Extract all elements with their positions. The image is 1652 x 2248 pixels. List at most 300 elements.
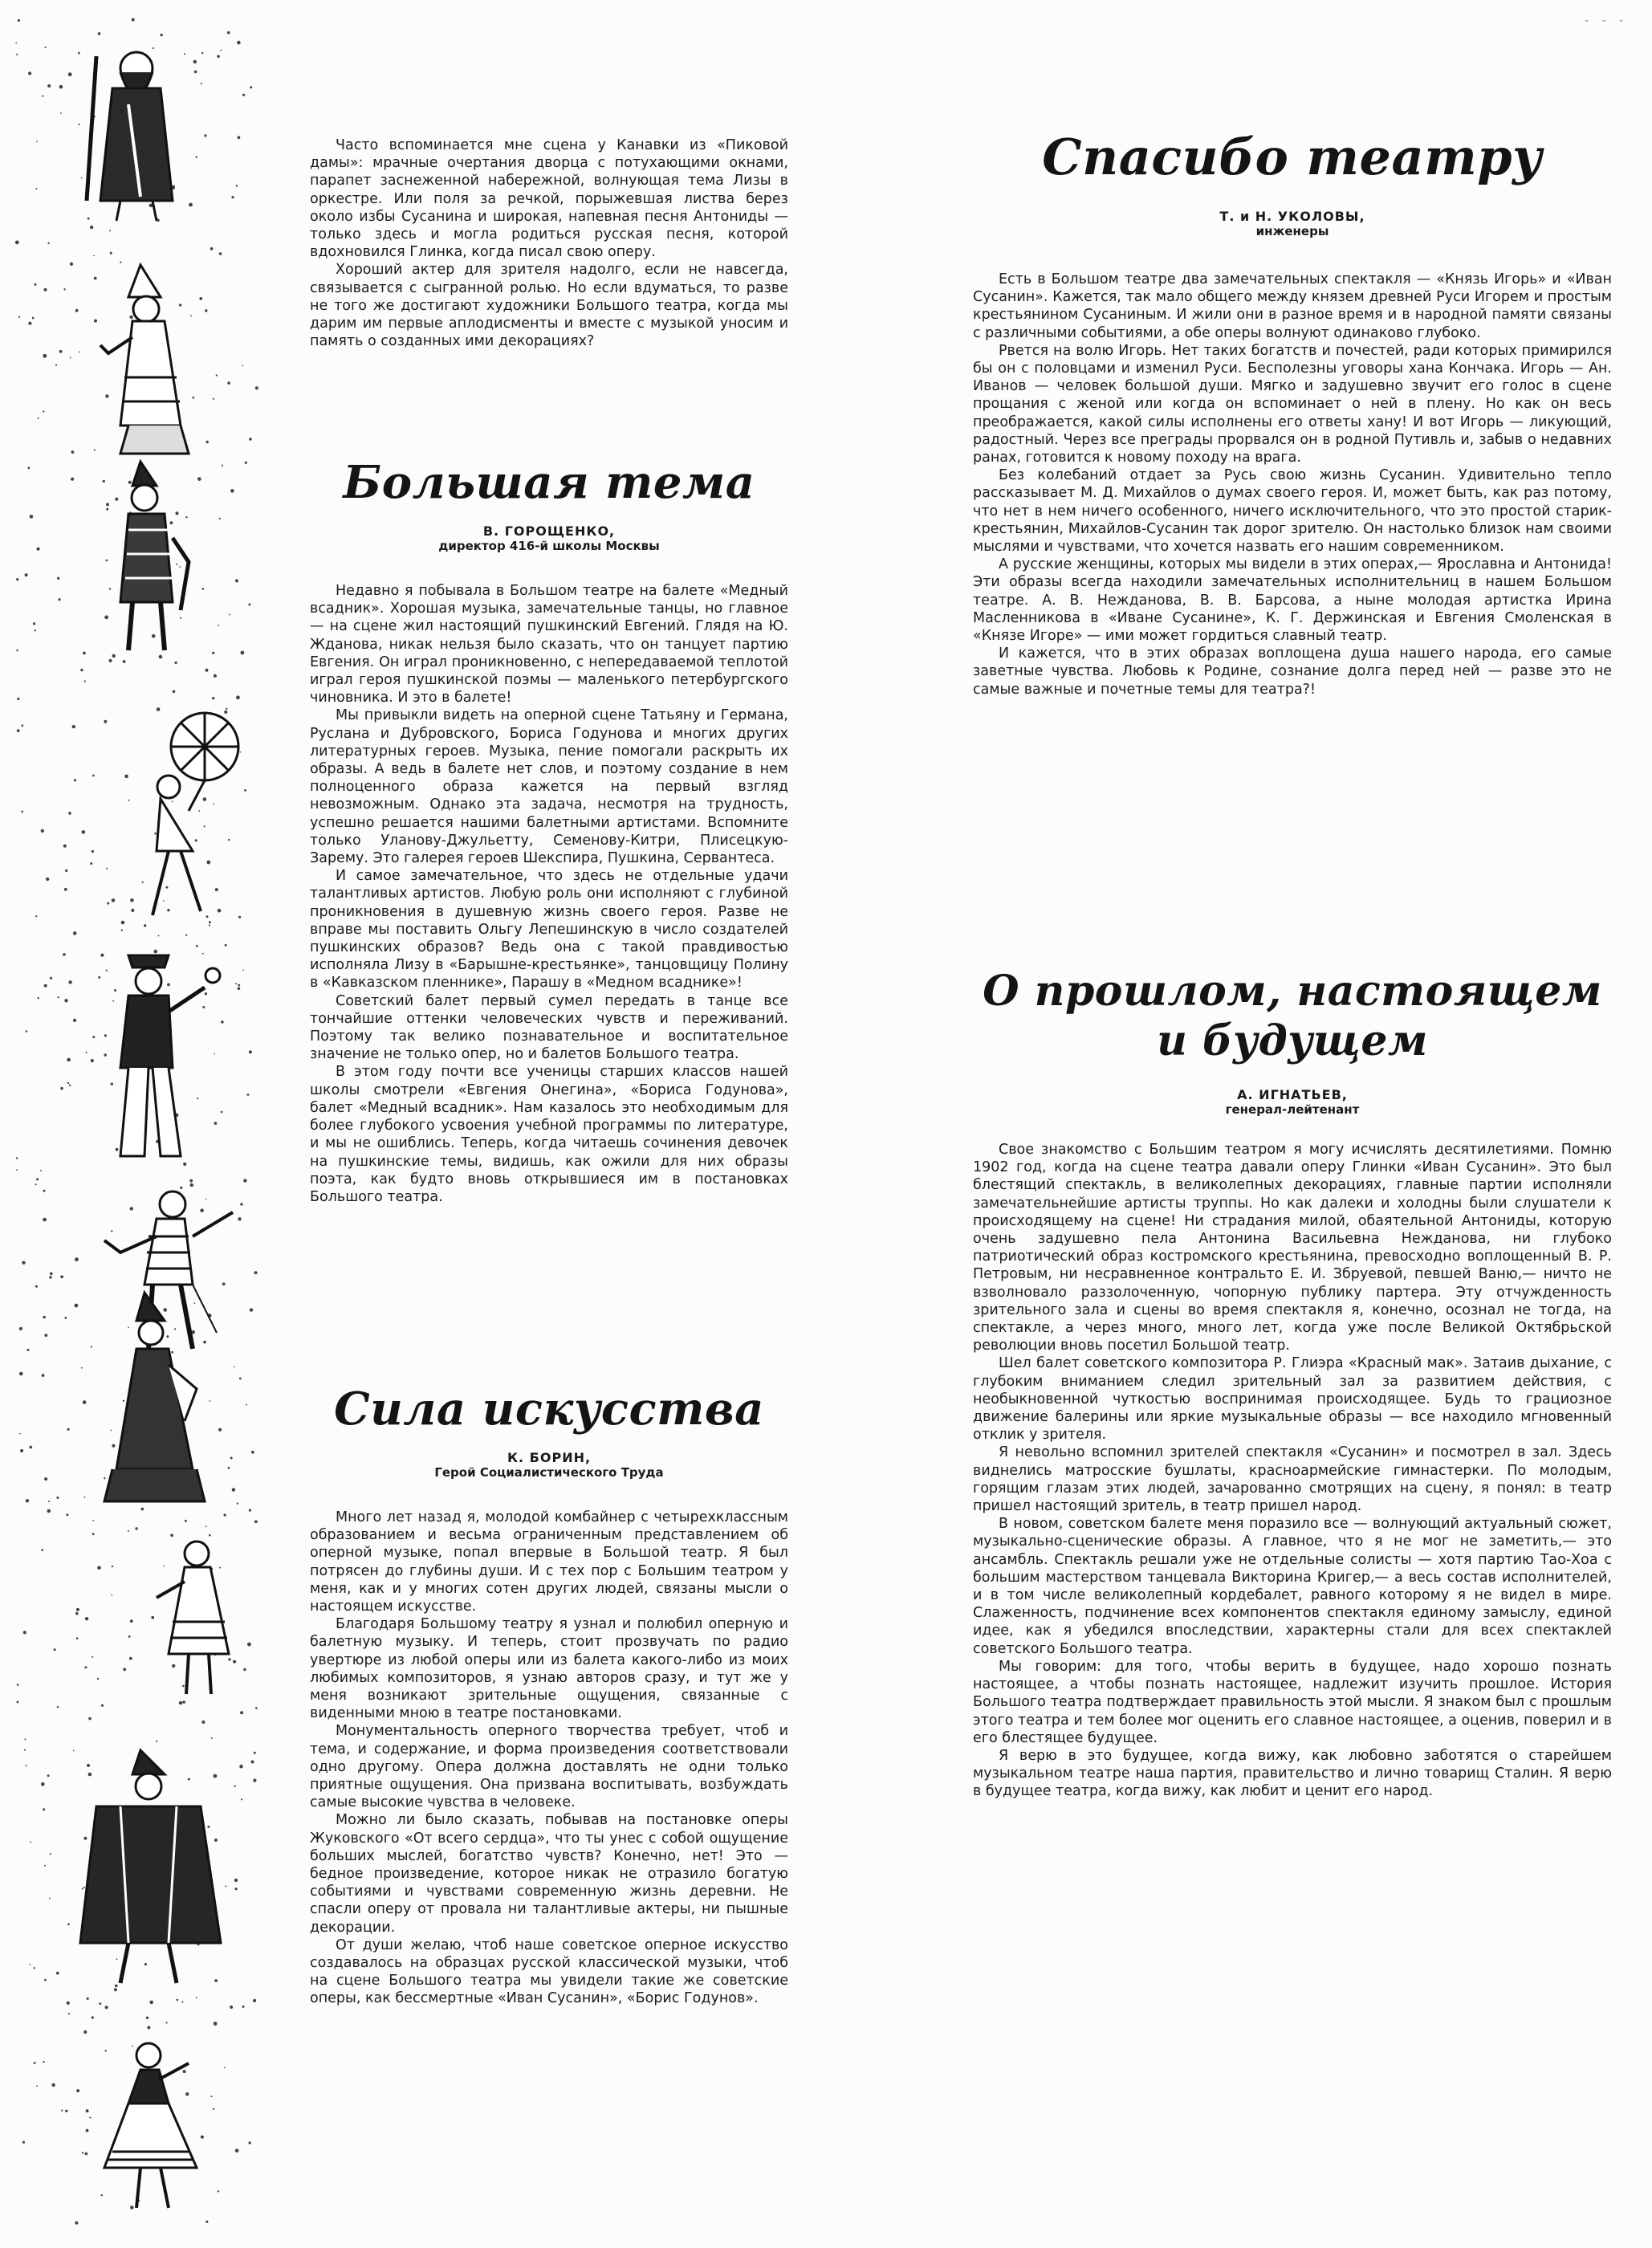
snow-dot [153,47,154,49]
snow-dot [64,888,67,891]
snow-dot [203,1341,206,1344]
snow-dot [240,1711,243,1714]
snow-dot [254,1752,256,1754]
snow-dot [36,141,38,143]
snow-dot [179,1701,182,1704]
snow-dot [19,1372,23,1376]
snow-dot [243,1668,246,1671]
snow-dot [20,1449,23,1452]
snow-dot [222,465,223,466]
snow-dot [185,935,187,936]
article-paragraph: В этом году почти все ученицы старших классов нашей школы смотрели «Евгения Онегина», «Бориса Годунова», балет «Медный всадник». Нам казалось это необходимым для более глубокого усвоения учебной программы по литературе, и мы не ошиблись. Теперь, когда читаешь сочинения девочек на пушкинские темы, видишь, как ожили для них образы поэта, как будто вновь открывшиеся им в постановках Большого театра. [310,1064,788,1205]
snow-dot [99,2002,101,2005]
snow-dot [90,226,93,229]
snow-dot [100,954,104,957]
snow-dot [201,2136,204,2139]
snow-dot [19,1327,22,1330]
snow-dot [234,1879,238,1882]
snow-dot [167,984,170,987]
snow-dot [50,1853,51,1855]
snow-dot [16,1157,18,1159]
snow-dot [38,997,39,999]
snow-dot [33,622,35,625]
snow-dot [58,996,59,998]
snow-dot [216,374,218,376]
snow-dot [238,136,241,139]
article-paragraph: Мы привыкли видеть на оперной сцене Татьяну и Германа, Руслана и Дубровского, Бориса Годунова и многих других литературных героев. Музыка, пение помогали раскрыть их образы. А ведь в балете нет слов, и поэтому создание в нем полноценного образа кажется на первый взгляд невозможным. Однако эта задача, несмотря на трудность, успешно решается нашими балетными артистами. Вспомните только Уланову-Джульетту, Семенову-Китри, Плисецкую-Зарему. Это галерея героев Шекспира, Пушкина, Сервантеса. [310,707,788,867]
snow-dot [49,1898,51,1900]
snow-dot [211,1737,213,1739]
article-past-present-future [973,967,1612,1801]
snow-dot [170,521,173,524]
snow-dot [231,196,234,198]
snow-dot [35,283,37,286]
snow-dot [17,698,19,700]
snow-dot [147,2026,150,2029]
snow-dot [47,242,49,244]
snow-dot [196,945,198,947]
snow-dot [16,54,18,55]
snow-dot [67,1923,70,1925]
snow-dot [94,450,96,451]
snow-dot [128,1635,131,1638]
snow-dot [112,1594,113,1596]
snow-dot [41,1549,43,1551]
snow-dot [183,2070,186,2073]
snow-dot [92,775,95,777]
snow-dot [30,1841,31,1843]
snow-dot [112,898,116,902]
snow-dot [84,680,86,682]
snow-dot [123,660,126,663]
snow-dot [88,1717,92,1721]
snow-dot [210,2095,212,2097]
snow-dot [67,1428,70,1431]
snow-dot [78,124,79,125]
snow-dot [43,1190,46,1192]
snow-dot [90,862,92,865]
figure-boyar-illustration [80,1750,221,1983]
snow-dot [79,352,80,353]
article-author: В. ГОРОЩЕНКО, [482,523,616,539]
snow-dot [210,247,214,250]
snow-dot [70,357,71,359]
snow-dot [218,909,222,913]
snow-dot [128,1327,129,1329]
snow-dot [249,2141,251,2144]
snow-dot [212,697,214,699]
snow-dot [110,252,112,255]
snow-dot [251,1761,254,1764]
snow-dot [44,1865,46,1867]
snow-dot [128,481,132,484]
snow-dot [82,2152,83,2153]
snow-dot [65,1317,67,1319]
snow-dot [196,1997,197,1998]
snow-dot [28,71,31,75]
snow-dot [60,1087,63,1090]
snow-dot [239,1378,242,1380]
snow-dot [112,1000,114,1002]
snow-dot [160,34,162,36]
snow-dot [188,1778,190,1781]
snow-dot [116,1958,118,1960]
snow-dot [200,1208,204,1212]
snow-dot [15,241,19,245]
snow-dot [63,845,67,848]
article-author-role: инженеры [1255,224,1329,238]
snow-dot [97,1566,101,1570]
snow-dot [166,1335,169,1338]
snow-dot [18,19,20,22]
figure-woman-headdress-illustration [100,265,189,454]
snow-dot [214,1839,218,1842]
figure-peasant-girl-illustration [157,1541,229,1694]
snow-dot [73,1019,76,1022]
snow-dot [245,462,247,464]
snow-dot [124,775,128,779]
snow-dot [193,397,195,399]
snow-dot [56,1497,59,1499]
snow-dot [242,365,243,367]
snow-dot [105,2050,107,2051]
snow-dot [106,868,108,869]
article-paragraph: Недавно я побывала в Большом театре на балете «Медный всадник». Хорошая музыка, замечательные танцы, но главное — на сцене жил настоящий пушкинский Евгений. Глядя на Ю. Жданова, никак нельзя было сказать, что он танцует партию Евгения. Он играл проникновенно, с непередаваемой теплотой играл героя пушкинской поэмы — маленького петербургского чиновника. И это в балете! [310,583,788,707]
snow-dot [232,1488,235,1491]
snow-dot [34,1967,35,1969]
snow-dot [111,1083,113,1085]
snow-dot [109,588,111,589]
snow-dot [44,1334,47,1337]
snow-dot [239,1765,243,1769]
snow-dot [230,1457,233,1460]
snow-dot [235,1888,238,1890]
snow-dot [23,1631,26,1634]
snow-dot [64,999,67,1002]
article-paragraph: Шел балет советского композитора Р. Глиэра «Красный мак». Затаив дыхание, с глубоким вниманием следил зрительный зал за развитием действия, с необыкновенной чуткостью воспринимая происходящее. Будь то грациозное движение балерины или яркие музыкальные образы — все находило мгновенный отклик у зрителя. [973,1355,1612,1444]
figure-dancer-parasol-illustration [153,713,238,915]
snow-dot [17,1684,19,1686]
snow-dot [210,1400,211,1402]
snow-dot [43,354,47,358]
snow-dot [205,1199,207,1200]
article-paragraph: Много лет назад я, молодой комбайнер с четырехклассным образованием и весьма ограниченным представлением об оперной музыке, попал впервые в Большой театр. Я был потрясен до глубины души. И с тех пор с Большим театром у меня, как и у многих сотен других людей, связаны мысли о настоящем искусстве. [310,1509,788,1615]
snow-dot [163,900,165,902]
snow-dot [67,1058,71,1062]
snow-dot [242,94,245,96]
snow-dot [132,2046,133,2047]
snow-dot [144,1963,147,1965]
snow-dot [217,55,220,59]
snow-dot [156,1741,157,1742]
snow-dot [104,1053,107,1056]
snow-dot [241,651,245,655]
snow-dot [83,1887,85,1888]
snow-dot [111,1230,112,1232]
snow-dot [214,1122,218,1125]
snow-dot [213,398,214,400]
snow-dot [214,1979,218,1982]
snow-dot [221,1020,224,1024]
snow-dot [219,252,222,255]
snow-dot [114,989,116,992]
snow-dot [195,839,197,841]
snow-dot [89,2117,91,2119]
snow-dot [104,1477,105,1479]
snow-dot [238,916,241,918]
snow-dot [75,1304,79,1308]
snow-dot [215,888,218,891]
snow-dot [51,2083,55,2087]
snow-dot [249,1509,251,1512]
snow-dot [228,1467,230,1469]
snow-dot [235,2148,239,2152]
snow-dot [154,950,158,954]
snow-dot [213,2108,214,2110]
snow-dot [82,830,86,834]
snow-dot [132,18,135,22]
snow-dot [130,1619,133,1623]
snow-dot [249,438,252,441]
snow-dot [35,1183,37,1185]
article-title: Большая тема [343,456,755,509]
snow-dot [68,812,71,815]
snow-dot [107,902,109,905]
snow-dot [106,970,108,971]
snow-dot [228,1658,230,1660]
snow-dot [201,1721,205,1724]
snow-dot [209,921,211,923]
snow-dot [65,2110,67,2112]
snow-dot [206,861,210,865]
snow-dot [225,1885,226,1887]
snow-dot [83,1837,87,1840]
snow-dot [234,1366,235,1368]
article-title-line-1: О прошлом, настоящем [983,967,1602,1016]
snow-dot [91,1059,94,1062]
snow-dot [115,498,118,501]
snow-dot [87,1764,90,1767]
snow-dot [129,316,132,319]
snow-dot [43,410,44,412]
snow-dot [73,931,77,935]
snow-dot [98,976,100,979]
snow-dot [15,43,17,44]
snow-dot [174,1328,176,1330]
snow-dot [248,604,250,606]
snow-dot [55,364,57,366]
article-big-theme [310,456,788,1206]
snow-dot [50,1273,53,1276]
snow-dot [43,1808,45,1810]
snow-dot [18,316,20,318]
snow-dot [76,1637,79,1639]
snow-dot [185,2092,189,2095]
snow-dot [141,1508,144,1511]
snow-dot [228,839,230,841]
snow-dot [193,60,197,63]
snow-dot [185,516,187,518]
snow-dot [224,711,227,714]
snow-dot [151,1616,154,1619]
snow-dot [242,2006,245,2008]
snow-dot [236,185,238,186]
snow-dot [163,1566,165,1567]
snow-dot [227,31,230,35]
snow-dot [205,2221,208,2223]
snow-dot [114,1988,117,1991]
snow-dot [36,1178,39,1180]
snow-dot [106,560,108,562]
snow-dot [189,203,193,207]
snow-dot [21,811,23,813]
snow-dot [190,1183,193,1187]
snow-dot [146,2017,149,2019]
snow-dot [202,1006,205,1008]
snow-dot [135,1527,137,1529]
snow-dot [196,156,197,157]
snow-dot [16,578,18,580]
snow-dot [63,288,65,290]
snow-dot [206,915,209,918]
snow-dot [214,1774,218,1778]
snow-dot [205,669,209,672]
snow-dot [30,1964,31,1965]
snow-dot [219,518,221,519]
snow-dot [165,886,168,889]
snow-dot [128,800,130,801]
snow-dot [238,984,240,987]
snow-dot [35,1285,38,1288]
article-author: К. БОРИН, [507,1450,592,1465]
snow-dot [225,944,227,947]
snow-dot [26,1499,29,1502]
snow-dot [76,2089,79,2092]
snow-dot [104,1034,107,1036]
snow-dot [129,1657,132,1660]
snow-dot [44,288,47,291]
snow-dot [35,188,37,189]
snow-dot [250,1308,253,1311]
snow-dot [24,1739,26,1741]
snow-dot [173,690,176,694]
snow-dot [185,1520,187,1522]
snow-dot [130,898,134,902]
snow-dot [115,1985,118,1988]
snow-dot [86,2109,89,2112]
snow-dot [110,1430,112,1431]
snow-dot [40,1170,42,1171]
snow-dot [180,617,181,619]
snow-dot [255,1707,258,1709]
snow-dot [73,1750,75,1752]
snow-dot [34,2062,36,2064]
snow-dot [235,579,238,582]
snow-dot [72,725,75,728]
snow-dot [35,629,36,631]
snow-dot [226,708,227,710]
snow-dot [44,984,47,988]
snow-dot [247,1643,251,1647]
snow-dot [109,230,111,231]
snow-dot [105,2006,108,2009]
snow-dot [116,1148,119,1151]
snow-dot [253,1779,256,1782]
snow-dot [43,2061,44,2063]
snow-dot [59,598,61,601]
snow-dot [227,381,230,385]
article-paragraph: Рвется на волю Игорь. Нет таких богатств и почестей, ради которых примирился бы он с половцами и изменил Руси. Бесполезны уговоры хана Кончака. Игорь — Ан. Иванов — человек большой души. Мягко и задушевно звучит его голос в сцене прощания с женой или когда он вспоминает о ней в плену. Но как он весь преображается, какой силы исполнены его ответы хану! И вот Игорь — ликующий, радостный. Через все преграды прорвался он в родной Путивль и, забыв о недавних ранах, готовится к новому походу на врага. [973,342,1612,466]
article-paragraph: А русские женщины, которых мы видели в этих операх,— Ярославна и Антонида! Эти образы всегда находили замечательных исполнительниц в нашем Большом театре. А. В. Нежданова, В. В. Барсова, а ныне молодая артистка Ирина Масленникова в «Иване Сусанине», К. Г. Держинская и Евгения Смоленская в «Князе Игоре» — ими может гордиться славный театр. [973,556,1612,645]
snow-dot [45,47,47,48]
snow-dot [149,2001,153,2005]
snow-dot [175,662,177,664]
figure-old-man-illustration [87,52,173,221]
snow-dot [47,1774,50,1777]
snow-dot [87,1998,89,2000]
snow-dot [128,1530,129,1532]
snow-dot [24,1749,26,1751]
snow-dot [176,564,177,565]
snow-dot [57,577,59,580]
snow-dot [28,466,31,469]
snow-dot [204,134,206,136]
snow-dot [81,1367,83,1369]
snow-dot [92,1656,93,1658]
snow-dot [247,1093,250,1096]
snow-dot [241,1798,242,1800]
snow-dot [212,652,214,654]
snow-dot [86,2129,89,2132]
snow-dot [42,96,43,97]
snow-dot [194,1302,196,1304]
snow-dot [86,1052,87,1053]
snow-dot [244,789,246,792]
snow-dot [253,1999,256,2002]
snow-dot [26,1030,28,1032]
snow-dot [224,2067,226,2069]
snow-dot [98,32,101,35]
snow-dot [44,1979,47,1981]
snow-dot [71,450,75,454]
snow-dot [199,297,202,300]
article-paragraph: Благодаря Большому театру я узнал и полюбил оперную и балетную музыку. И теперь, стоит прозвучать по радио увертюре из любой оперы или из балета какого-либо из моих любимых композиторов, я узнаю авторов сразу, и тут же у меня возникают зрительные ощущения, связанные с виденными мною в театре постановками. [310,1616,788,1722]
snow-dot [103,480,105,483]
snow-dot [54,1648,56,1651]
snow-dot [131,909,134,912]
snow-dot [19,1433,21,1435]
snow-dot [205,309,207,312]
snow-dot [17,1701,19,1704]
snow-dot [87,218,90,220]
snow-dot [94,320,97,323]
snow-dot [201,52,203,54]
article-paragraph: От души желаю, чтоб наше советское оперное искусство создавалось на образцах русской классической музыки, чтоб на сцене Большого театра мы увидели такие же советские оперы, как бессмертные «Иван Сусанин», «Борис Годунов». [310,1936,788,2007]
snow-dot [104,615,108,619]
snow-dot [75,1612,79,1615]
snow-dot [50,977,52,979]
figure-hussar-illustration [104,1191,233,1349]
snow-dot [38,417,39,419]
snow-dot [180,1187,182,1189]
snow-dot [74,779,76,781]
snow-dot [42,1374,45,1377]
snow-dot [71,478,74,481]
article-author-role: директор 416-й школы Москвы [438,539,660,553]
article-paragraph: Я верю в это будущее, когда вижу, как любовно заботятся о старейшем музыкальном театре наша партия, правительство и лично товарищ Сталин. Я верю в будущее театра, когда вижу, как любит и ценит его народ. [973,1747,1612,1800]
snow-dot [236,695,240,699]
snow-dot [75,1257,79,1261]
